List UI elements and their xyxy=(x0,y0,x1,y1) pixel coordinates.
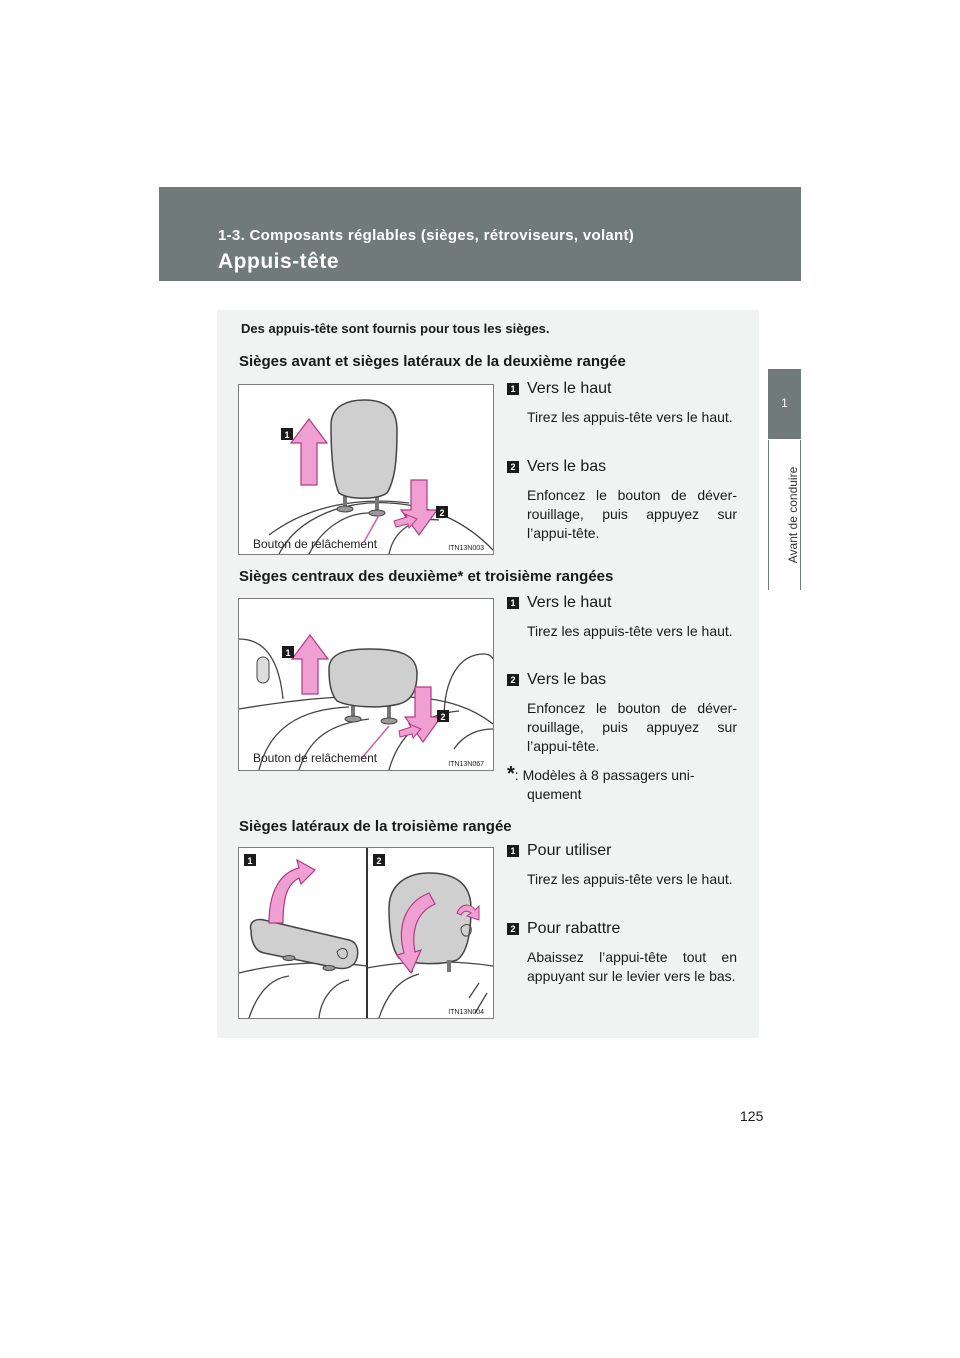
figure-third-row-headrest xyxy=(238,847,494,1019)
content-panel xyxy=(217,310,759,1038)
item-title: Vers le haut xyxy=(527,594,612,611)
page-number: 125 xyxy=(740,1108,764,1124)
figure-marker: 1 xyxy=(285,648,291,658)
item-number: 1 xyxy=(507,845,519,857)
figure-marker: 1 xyxy=(284,430,290,440)
chapter-label: Avant de conduire xyxy=(786,466,800,564)
figure-code: ITN13N004 xyxy=(448,1009,484,1016)
list-item xyxy=(507,920,737,986)
list-item xyxy=(507,671,737,756)
figure-marker: 2 xyxy=(376,856,382,866)
list-item xyxy=(507,458,737,543)
list-item xyxy=(507,380,737,427)
item-number: 2 xyxy=(507,674,519,686)
item-title: Vers le bas xyxy=(527,671,607,688)
chapter-label-tab xyxy=(768,440,801,590)
item-description: Tirez les appuis-tête vers le haut. xyxy=(527,409,733,425)
item-number: 1 xyxy=(507,383,519,395)
figure-marker: 1 xyxy=(247,856,253,866)
section-3-title: Sièges latéraux de la troisième rangée xyxy=(239,818,512,835)
page-title: Appuis-tête xyxy=(218,250,339,273)
item-title: Pour rabattre xyxy=(527,920,621,937)
item-description: Abaissez l’appui-tête tout en appuyant sur le levier vers le bas. xyxy=(527,949,737,984)
item-title: Vers le bas xyxy=(527,458,607,475)
footnote-text: : Modèles à 8 passagers uni-quement xyxy=(514,767,695,802)
item-description: Tirez les appuis-tête vers le haut. xyxy=(527,871,733,887)
figure-front-headrest xyxy=(238,384,494,555)
item-title: Pour utiliser xyxy=(527,842,612,859)
item-number: 2 xyxy=(507,461,519,473)
list-item xyxy=(507,594,737,641)
list-item xyxy=(507,842,737,889)
chapter-header xyxy=(159,187,801,281)
item-title: Vers le haut xyxy=(527,380,612,397)
figure-code: ITN13N067 xyxy=(448,761,484,768)
item-number: 2 xyxy=(507,923,519,935)
item-description: Enfoncez le bouton de déver-rouillage, puis appuyez sur l’appui-tête. xyxy=(527,487,737,541)
figure-center-headrest xyxy=(238,598,494,771)
section-heading: 1-3. Composants réglables (sièges, rétroviseurs, volant) xyxy=(218,227,635,244)
item-description: Enfoncez le bouton de déver-rouillage, puis appuyez sur l’appui-tête. xyxy=(527,700,737,754)
figure-marker: 2 xyxy=(440,712,446,722)
section-1-title: Sièges avant et sièges latéraux de la deuxième rangée xyxy=(239,353,626,370)
chapter-number-tab: 1 xyxy=(768,369,801,439)
footnote xyxy=(507,765,737,804)
section-2-title: Sièges centraux des deuxième* et troisième rangées xyxy=(239,568,614,585)
item-number: 1 xyxy=(507,597,519,609)
intro-text: Des appuis-tête sont fournis pour tous les sièges. xyxy=(241,321,550,336)
figure-code: ITN13N003 xyxy=(448,545,484,552)
figure-callout: Bouton de relâchement xyxy=(253,751,378,765)
figure-marker: 2 xyxy=(439,508,445,518)
footnote-mark: * xyxy=(507,763,515,785)
figure-callout: Bouton de relâchement xyxy=(253,537,378,551)
item-description: Tirez les appuis-tête vers le haut. xyxy=(527,623,733,639)
